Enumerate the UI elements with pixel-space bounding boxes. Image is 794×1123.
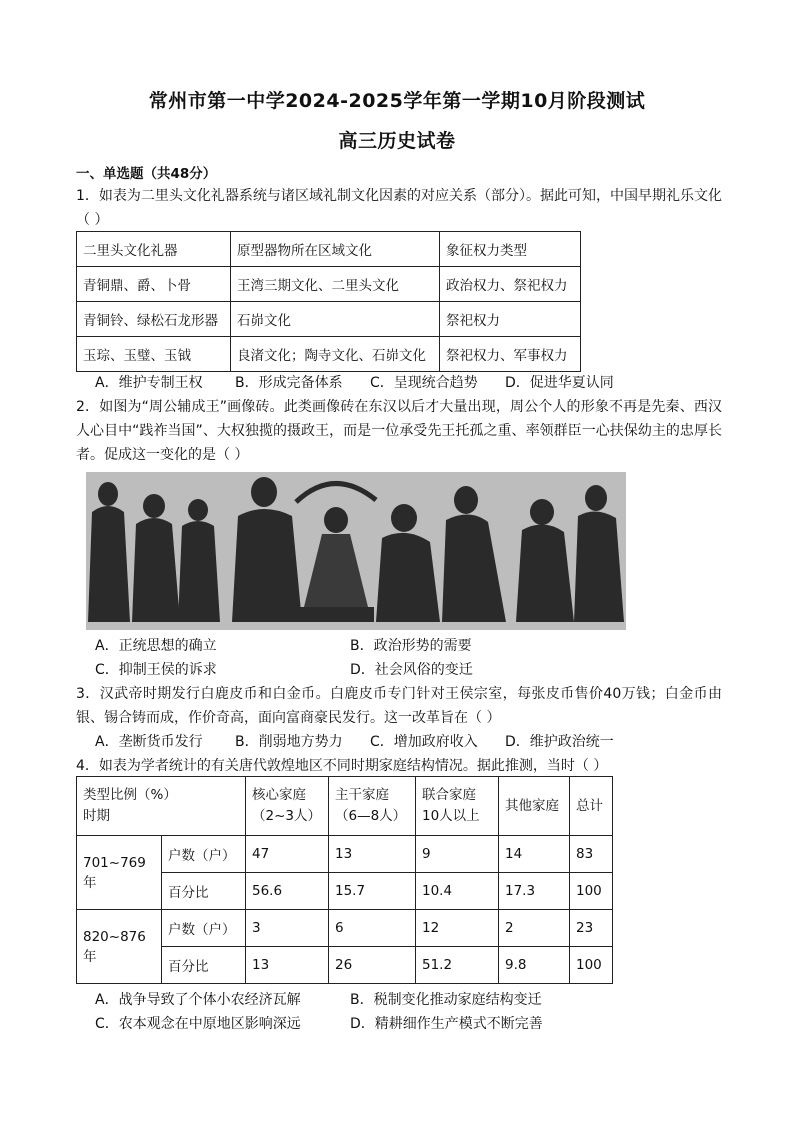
- exam-title: 常州市第一中学2024-2025学年第一学期10月阶段测试: [148, 90, 646, 112]
- table-cell: 23: [570, 910, 613, 947]
- exam-subtitle: 高三历史试卷: [338, 130, 456, 152]
- option-a[interactable]: A．维护专制王权: [95, 375, 203, 391]
- table-cell: 象征权力类型: [440, 232, 581, 267]
- option-c[interactable]: C．农本观念在中原地区影响深远: [95, 1016, 301, 1032]
- q1-table: [76, 231, 581, 372]
- column-header: [329, 777, 416, 836]
- table-cell: 10.4: [416, 873, 499, 910]
- corner-label-period: 时期: [83, 808, 110, 824]
- option-d[interactable]: D．维护政治统一: [505, 734, 614, 750]
- table-cell: 祭祀权力: [440, 302, 581, 337]
- corner-label-type: 类型比例（%）: [83, 787, 177, 803]
- table-cell: 政治权力、祭祀权力: [440, 267, 581, 302]
- header-line: 10人以上: [422, 808, 480, 824]
- header-line: （2~3人）: [252, 808, 321, 824]
- table-row: [77, 267, 581, 302]
- option-b[interactable]: B．政治形势的需要: [350, 638, 472, 654]
- period-cell: 701~769年: [77, 836, 162, 910]
- table-cell: 14: [499, 836, 570, 873]
- option-a[interactable]: A．战争导致了个体小农经济瓦解: [95, 992, 301, 1008]
- period-cell: 820~876年: [77, 910, 162, 984]
- table-cell: 83: [570, 836, 613, 873]
- table-cell: 12: [416, 910, 499, 947]
- table-cell: 石峁文化: [231, 302, 440, 337]
- table-cell: 玉琮、玉璧、玉钺: [77, 337, 231, 372]
- q3-stem: 3．汉武帝时期发行白鹿皮币和白金币。白鹿皮币专门针对王侯宗室，每张皮币售价40万钱；白金币由银、锡合铸而成，作价奇高，面向富商豪民发行。这一改革旨在（ ）: [76, 686, 722, 726]
- table-cell: 9: [416, 836, 499, 873]
- table-cell: 100: [570, 873, 613, 910]
- option-a[interactable]: A．垄断货币发行: [95, 734, 203, 750]
- table-header-row: [77, 777, 613, 836]
- row-label: 户数（户）: [162, 910, 246, 947]
- q1-options: [95, 371, 614, 395]
- table-cell: 青铜鼎、爵、卜骨: [77, 267, 231, 302]
- q2-options-row2: [95, 658, 605, 682]
- table-cell: 15.7: [329, 873, 416, 910]
- option-c[interactable]: C．增加政府收入: [370, 734, 478, 750]
- table-cell: 51.2: [416, 947, 499, 984]
- table-cell: 56.6: [246, 873, 329, 910]
- table-cell: 2: [499, 910, 570, 947]
- table-cell: 良渚文化；陶寺文化、石峁文化: [231, 337, 440, 372]
- table-row: [77, 836, 613, 873]
- table-cell: 原型器物所在区域文化: [231, 232, 440, 267]
- option-b[interactable]: B．税制变化推动家庭结构变迁: [350, 992, 542, 1008]
- table-cell: 青铜铃、绿松石龙形器: [77, 302, 231, 337]
- option-d[interactable]: D．精耕细作生产模式不断完善: [350, 1016, 543, 1032]
- q4-options-row2: [95, 1012, 605, 1036]
- table-row: [77, 337, 581, 372]
- table-corner-cell: [77, 777, 246, 836]
- table-row: [77, 910, 613, 947]
- q2-options-row1: [95, 634, 605, 658]
- table-cell: 100: [570, 947, 613, 984]
- table-cell: 二里头文化礼器: [77, 232, 231, 267]
- table-cell: 17.3: [499, 873, 570, 910]
- row-label: 百分比: [162, 947, 246, 984]
- q2-stem: 2．如图为“周公辅成王”画像砖。此类画像砖在东汉以后才大量出现，周公个人的形象不再是先秦、西汉人心目中“践祚当国”、大权独揽的摄政王，而是一位承受先王托孤之重、率领群臣一心扶保幼主的忠厚长者。促成这一变化的是（ ）: [76, 399, 722, 463]
- q4-options-row1: [95, 988, 605, 1012]
- table-cell: 47: [246, 836, 329, 873]
- option-b[interactable]: B．削弱地方势力: [235, 734, 343, 750]
- table-cell: 6: [329, 910, 416, 947]
- option-d[interactable]: D．社会风俗的变迁: [350, 662, 473, 678]
- table-cell: 26: [329, 947, 416, 984]
- header-line: 主干家庭: [335, 787, 389, 803]
- option-b[interactable]: B．形成完备体系: [235, 375, 343, 391]
- option-c[interactable]: C．抑制王侯的诉求: [95, 662, 217, 678]
- table-cell: 祭祀权力、军事权力: [440, 337, 581, 372]
- table-cell: 9.8: [499, 947, 570, 984]
- rubbing-figures-illustration: [86, 472, 626, 630]
- section-heading: 一、单选题（共48分）: [76, 166, 217, 182]
- stone-rubbing-image: [86, 472, 626, 630]
- table-cell: 13: [246, 947, 329, 984]
- header-line: 联合家庭: [422, 787, 476, 803]
- column-header: [246, 777, 329, 836]
- option-d[interactable]: D．促进华夏认同: [505, 375, 614, 391]
- option-a[interactable]: A．正统思想的确立: [95, 638, 217, 654]
- table-cell: 3: [246, 910, 329, 947]
- column-header: [416, 777, 499, 836]
- header-line: 核心家庭: [252, 787, 306, 803]
- q4-stem: 4．如表为学者统计的有关唐代敦煌地区不同时期家庭结构情况。据此推测，当时（ ）: [76, 758, 608, 774]
- table-cell: 13: [329, 836, 416, 873]
- column-header: 总计: [570, 777, 613, 836]
- table-row: [77, 302, 581, 337]
- table-row: [77, 232, 581, 267]
- row-label: 百分比: [162, 873, 246, 910]
- row-label: 户数（户）: [162, 836, 246, 873]
- q1-stem: 1．如表为二里头文化礼器系统与诸区域礼制文化因素的对应关系（部分）。据此可知，中国早期礼乐文化（ ）: [76, 188, 722, 228]
- header-line: （6—8人）: [335, 808, 407, 824]
- column-header: 其他家庭: [499, 777, 570, 836]
- q3-options: [95, 730, 614, 754]
- table-cell: 王湾三期文化、二里头文化: [231, 267, 440, 302]
- q4-table: [76, 776, 613, 984]
- option-c[interactable]: C．呈现统合趋势: [370, 375, 478, 391]
